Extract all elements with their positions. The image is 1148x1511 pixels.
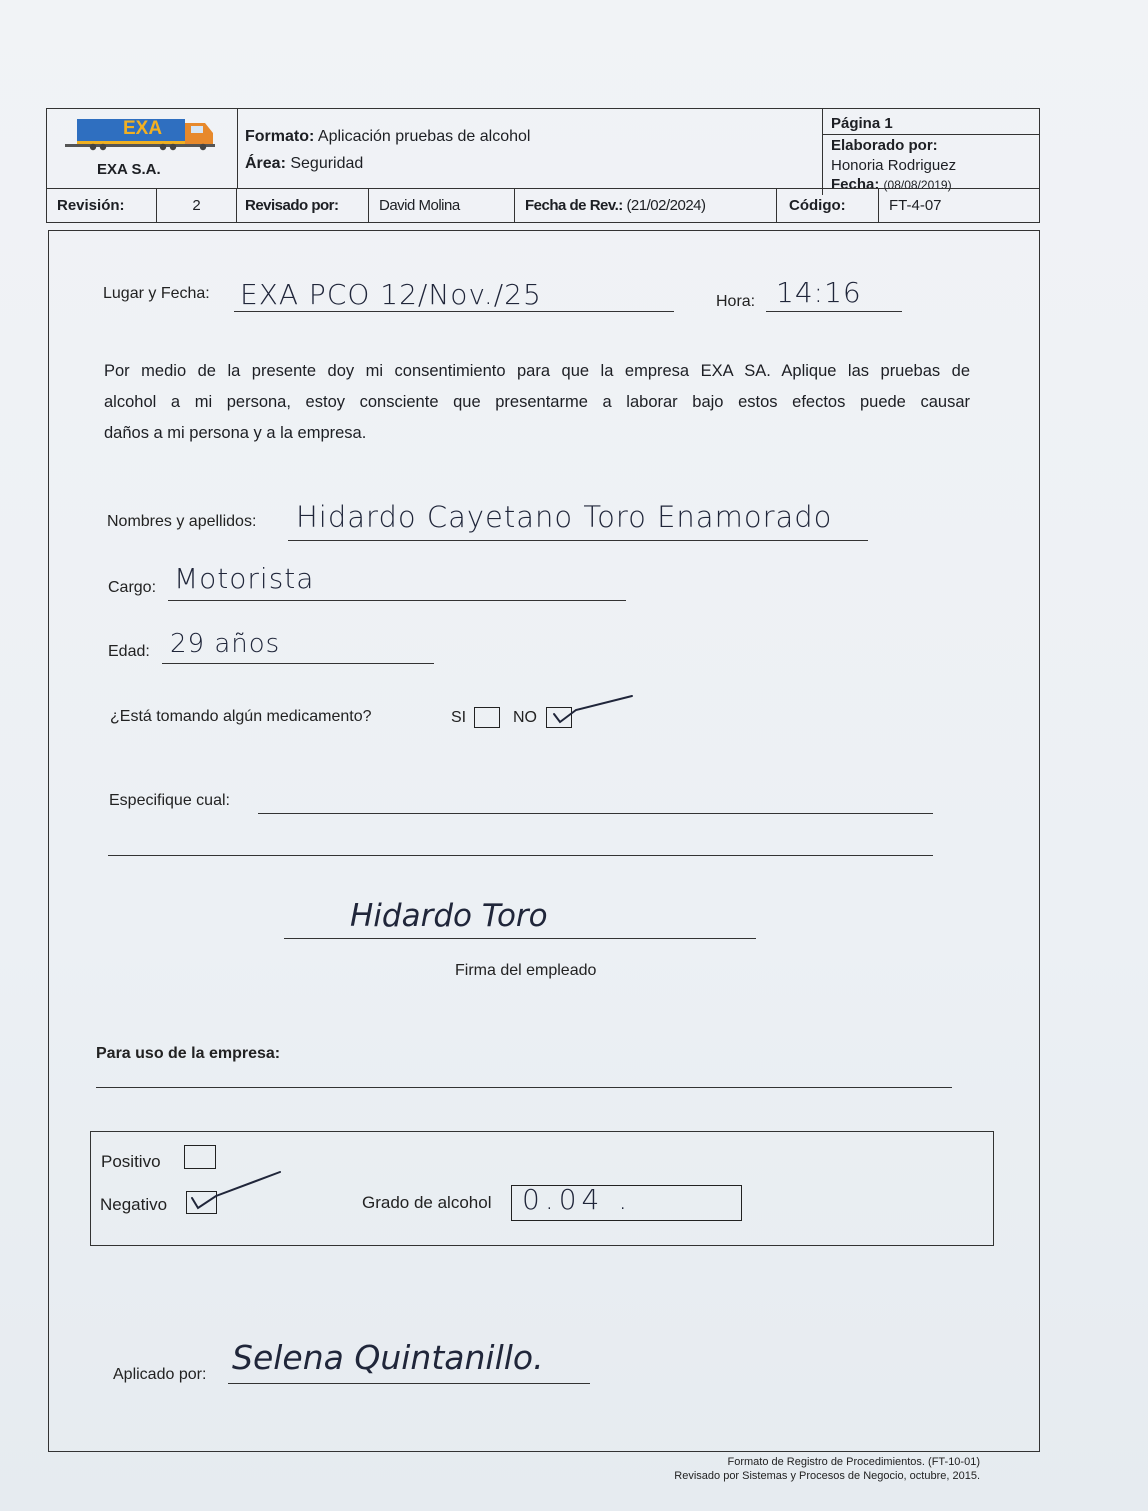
lugar-value[interactable]: EXA PCO 12/Nov./25 [240, 278, 542, 311]
si-checkbox[interactable] [474, 707, 500, 728]
especifique-label: Especifique cual: [109, 792, 230, 809]
negativo-label: Negativo [100, 1195, 168, 1214]
fecha-label: Fecha: [831, 176, 880, 193]
header-table [46, 108, 1040, 223]
elaborado-value: Honoria Rodriguez [831, 157, 957, 174]
cargo-value[interactable]: Motorista [174, 562, 315, 595]
negativo-checkmark-icon [186, 1166, 296, 1216]
aplicado-value: Selena Quintanillo. [232, 1338, 544, 1377]
page-info-cell [822, 109, 1040, 195]
hora-value[interactable]: 14:16 [776, 276, 862, 309]
nombres-line [288, 540, 868, 541]
cargo-label: Cargo: [108, 579, 157, 596]
lugar-line [234, 311, 674, 312]
logo-text: EXA [123, 118, 163, 139]
formato-label: Formato: [245, 128, 315, 145]
hora-line [766, 311, 902, 312]
nombres-value[interactable]: Hidardo Cayetano Toro Enamorado [296, 500, 833, 534]
medicamento-label: ¿Está tomando algún medicamento? [110, 708, 372, 725]
grado-value: 0.04 . [522, 1183, 633, 1216]
consent-line-2: alcohol a mi persona, estoy consciente que presentarme a laborar bajo estos efectos puede causar [104, 393, 970, 411]
grado-label: Grado de alcohol [362, 1193, 492, 1212]
firma-value: Hidardo Toro [350, 898, 548, 934]
firma-label: Firma del empleado [455, 962, 597, 979]
codigo-label: Código: [777, 189, 879, 222]
hora-label: Hora: [716, 293, 756, 310]
consent-paragraph [104, 356, 970, 449]
revisado-label: Revisado por: [237, 189, 369, 222]
si-label: SI [451, 709, 467, 726]
pagina-label: Página 1 [831, 115, 893, 132]
revisado-value: David Molina [369, 189, 515, 222]
aplicado-line[interactable] [228, 1383, 590, 1384]
area-value: Seguridad [290, 155, 364, 172]
formato-value: Aplicación pruebas de alcohol [317, 128, 531, 145]
elaborado-label: Elaborado por: [831, 137, 938, 154]
revision-row [47, 188, 1039, 222]
edad-label: Edad: [108, 643, 150, 660]
revision-value: 2 [157, 189, 237, 222]
edad-value[interactable]: 29 años [170, 629, 281, 659]
lugar-label: Lugar y Fecha: [103, 285, 210, 302]
consent-line-1: Por medio de la presente doy mi consentimiento para que la empresa EXA SA. Aplique las pruebas de [104, 362, 970, 380]
fecha-rev [515, 189, 777, 222]
revision-label: Revisión: [47, 189, 157, 222]
aplicado-label: Aplicado por: [113, 1366, 207, 1383]
cargo-line [168, 600, 626, 601]
consent-line-3: daños a mi persona y a la empresa. [104, 424, 367, 442]
fecha-rev-value: (21/02/2024) [626, 197, 706, 214]
especifique-line-1[interactable] [258, 813, 933, 814]
edad-line [162, 663, 434, 664]
fecha-rev-label: Fecha de Rev.: [525, 197, 623, 214]
footer-line-2: Revisado por Sistemas y Procesos de Negocio, octubre, 2015. [674, 1470, 980, 1482]
nombres-label: Nombres y apellidos: [107, 513, 257, 530]
title-cell [237, 109, 867, 195]
logo-cell [47, 109, 238, 188]
empresa-label: Para uso de la empresa: [96, 1045, 281, 1062]
codigo-value: FT-4-07 [889, 197, 942, 214]
no-label: NO [513, 709, 537, 726]
firma-line[interactable] [284, 938, 756, 939]
empresa-line [96, 1087, 952, 1088]
area-label: Área: [245, 155, 286, 172]
company-name: EXA S.A. [97, 161, 161, 178]
especifique-line-2[interactable] [108, 855, 933, 856]
positivo-label: Positivo [101, 1152, 161, 1171]
no-checkmark-icon [548, 692, 648, 732]
fecha-value: (08/08/2019) [883, 178, 952, 192]
footer-line-1: Formato de Registro de Procedimientos. (FT-10-01) [727, 1456, 980, 1468]
